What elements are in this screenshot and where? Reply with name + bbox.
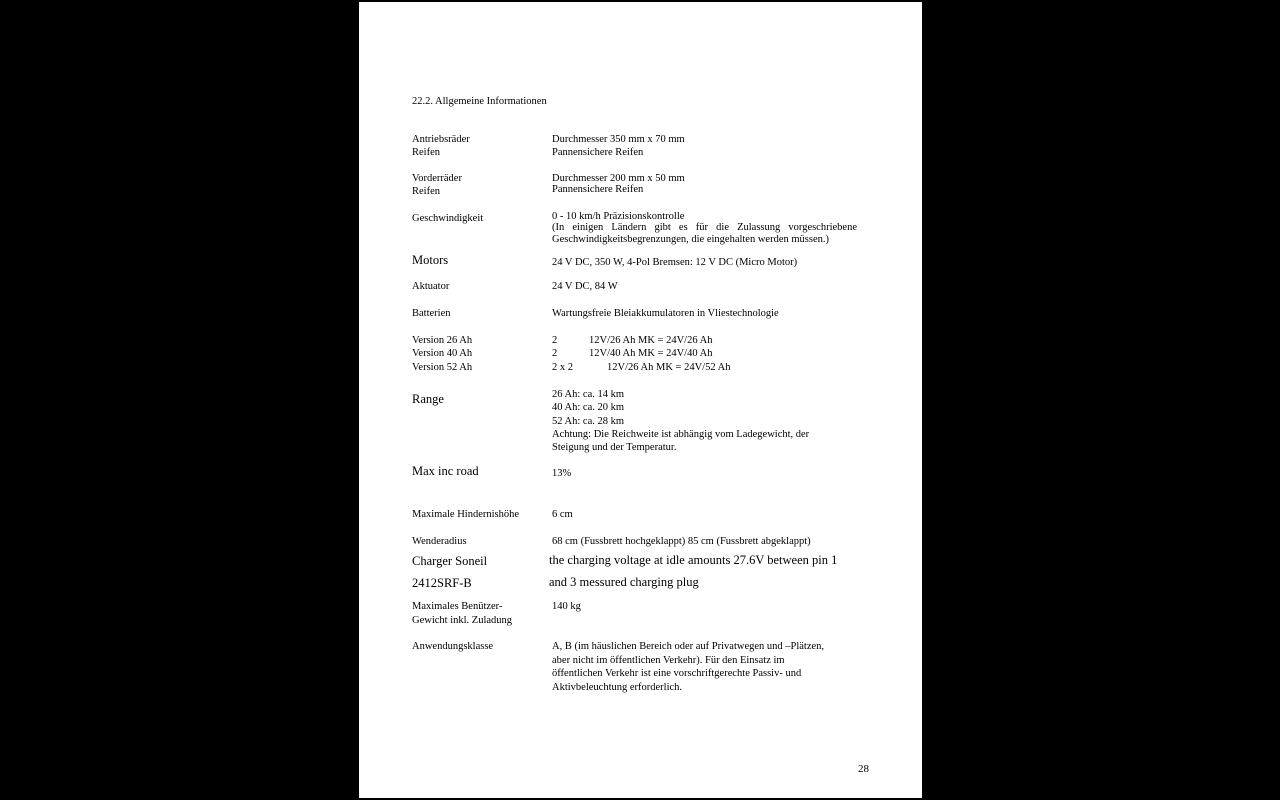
value-charger-2: and 3 messured charging plug <box>549 575 699 589</box>
value-range-52: 52 Ah: ca. 28 km <box>552 416 625 427</box>
value-geschwindigkeit: 0 - 10 km/h Präzisionskontrolle <box>552 211 685 222</box>
label-range: Range <box>412 392 444 406</box>
value-range-note-2: Steigung und der Temperatur. <box>552 442 677 453</box>
value-geschwindigkeit-note: (In einigen Ländern gibt es für die Zulassung vorgeschriebene Geschwindigkeitsbegrenzungen, die eingehalten werden müssen.) <box>552 222 857 245</box>
value-max-inc-road: 13% <box>552 468 572 479</box>
value-range-40: 40 Ah: ca. 20 km <box>552 402 625 413</box>
document-page <box>359 2 922 798</box>
version-52-spec: 12V/26 Ah MK = 24V/52 Ah <box>607 362 731 373</box>
value-version-40 <box>552 347 712 360</box>
value-antrieb-reifen: Pannensichere Reifen <box>552 147 644 158</box>
version-40-count: 2 <box>552 348 558 359</box>
label-anwendungsklasse: Anwendungsklasse <box>412 641 494 652</box>
value-antrieb-diameter: Durchmesser 350 mm x 70 mm <box>552 134 685 145</box>
label-vorderraeder: Vorderräder <box>412 173 462 184</box>
label-antriebsraeder: Antriebsräder <box>412 134 470 145</box>
section-heading: 22.2. Allgemeine Informationen <box>412 96 547 107</box>
value-vorder-diameter: Durchmesser 200 mm x 50 mm <box>552 173 685 184</box>
value-anwendung-2: aber nicht im öffentlichen Verkehr). Für den Einsatz im <box>552 655 785 666</box>
version-26-count: 2 <box>552 335 558 346</box>
label-gewicht-2: Gewicht inkl. Zuladung <box>412 615 513 626</box>
value-vorder-reifen: Pannensichere Reifen <box>552 184 644 195</box>
label-gewicht-1: Maximales Benützer- <box>412 601 503 612</box>
label-version-40: Version 40 Ah <box>412 348 473 359</box>
label-geschwindigkeit: Geschwindigkeit <box>412 213 484 224</box>
page-number: 28 <box>858 763 869 775</box>
value-range-26: 26 Ah: ca. 14 km <box>552 389 625 400</box>
label-motors: Motors <box>412 253 449 267</box>
value-charger-1: the charging voltage at idle amounts 27.6V between pin 1 <box>549 553 838 567</box>
label-charger: Charger Soneil <box>412 554 488 568</box>
value-motors: 24 V DC, 350 W, 4-Pol Bremsen: 12 V DC (Micro Motor) <box>552 257 798 268</box>
value-version-52 <box>552 361 730 374</box>
value-gewicht: 140 kg <box>552 601 581 612</box>
value-version-26 <box>552 334 712 347</box>
value-range-note-1: Achtung: Die Reichweite ist abhängig vom Ladegewicht, der <box>552 429 810 440</box>
label-version-52: Version 52 Ah <box>412 362 473 373</box>
label-max-inc-road: Max inc road <box>412 464 479 478</box>
label-vorder-reifen: Reifen <box>412 186 440 197</box>
value-anwendung-4: Aktivbeleuchtung erforderlich. <box>552 682 683 693</box>
value-anwendung-1: A, B (im häuslichen Bereich oder auf Privatwegen und –Plätzen, <box>552 641 825 652</box>
value-batterien: Wartungsfreie Bleiakkumulatoren in Vliestechnologie <box>552 308 779 319</box>
value-hindernishoehe: 6 cm <box>552 509 573 520</box>
version-26-spec: 12V/26 Ah MK = 24V/26 Ah <box>589 335 713 346</box>
label-antrieb-reifen: Reifen <box>412 147 440 158</box>
label-version-26: Version 26 Ah <box>412 335 473 346</box>
label-wenderadius: Wenderadius <box>412 536 467 547</box>
version-52-count: 2 x 2 <box>552 362 573 373</box>
label-batterien: Batterien <box>412 308 451 319</box>
label-charger-model: 2412SRF-B <box>412 576 472 590</box>
version-40-spec: 12V/40 Ah MK = 24V/40 Ah <box>589 348 713 359</box>
label-hindernishoehe: Maximale Hindernishöhe <box>412 509 520 520</box>
label-aktuator: Aktuator <box>412 281 450 292</box>
value-aktuator: 24 V DC, 84 W <box>552 281 618 292</box>
value-anwendung-3: öffentlichen Verkehr ist eine vorschriftgerechte Passiv- und <box>552 668 802 679</box>
value-wenderadius: 68 cm (Fussbrett hochgeklappt) 85 cm (Fussbrett abgeklappt) <box>552 536 811 547</box>
